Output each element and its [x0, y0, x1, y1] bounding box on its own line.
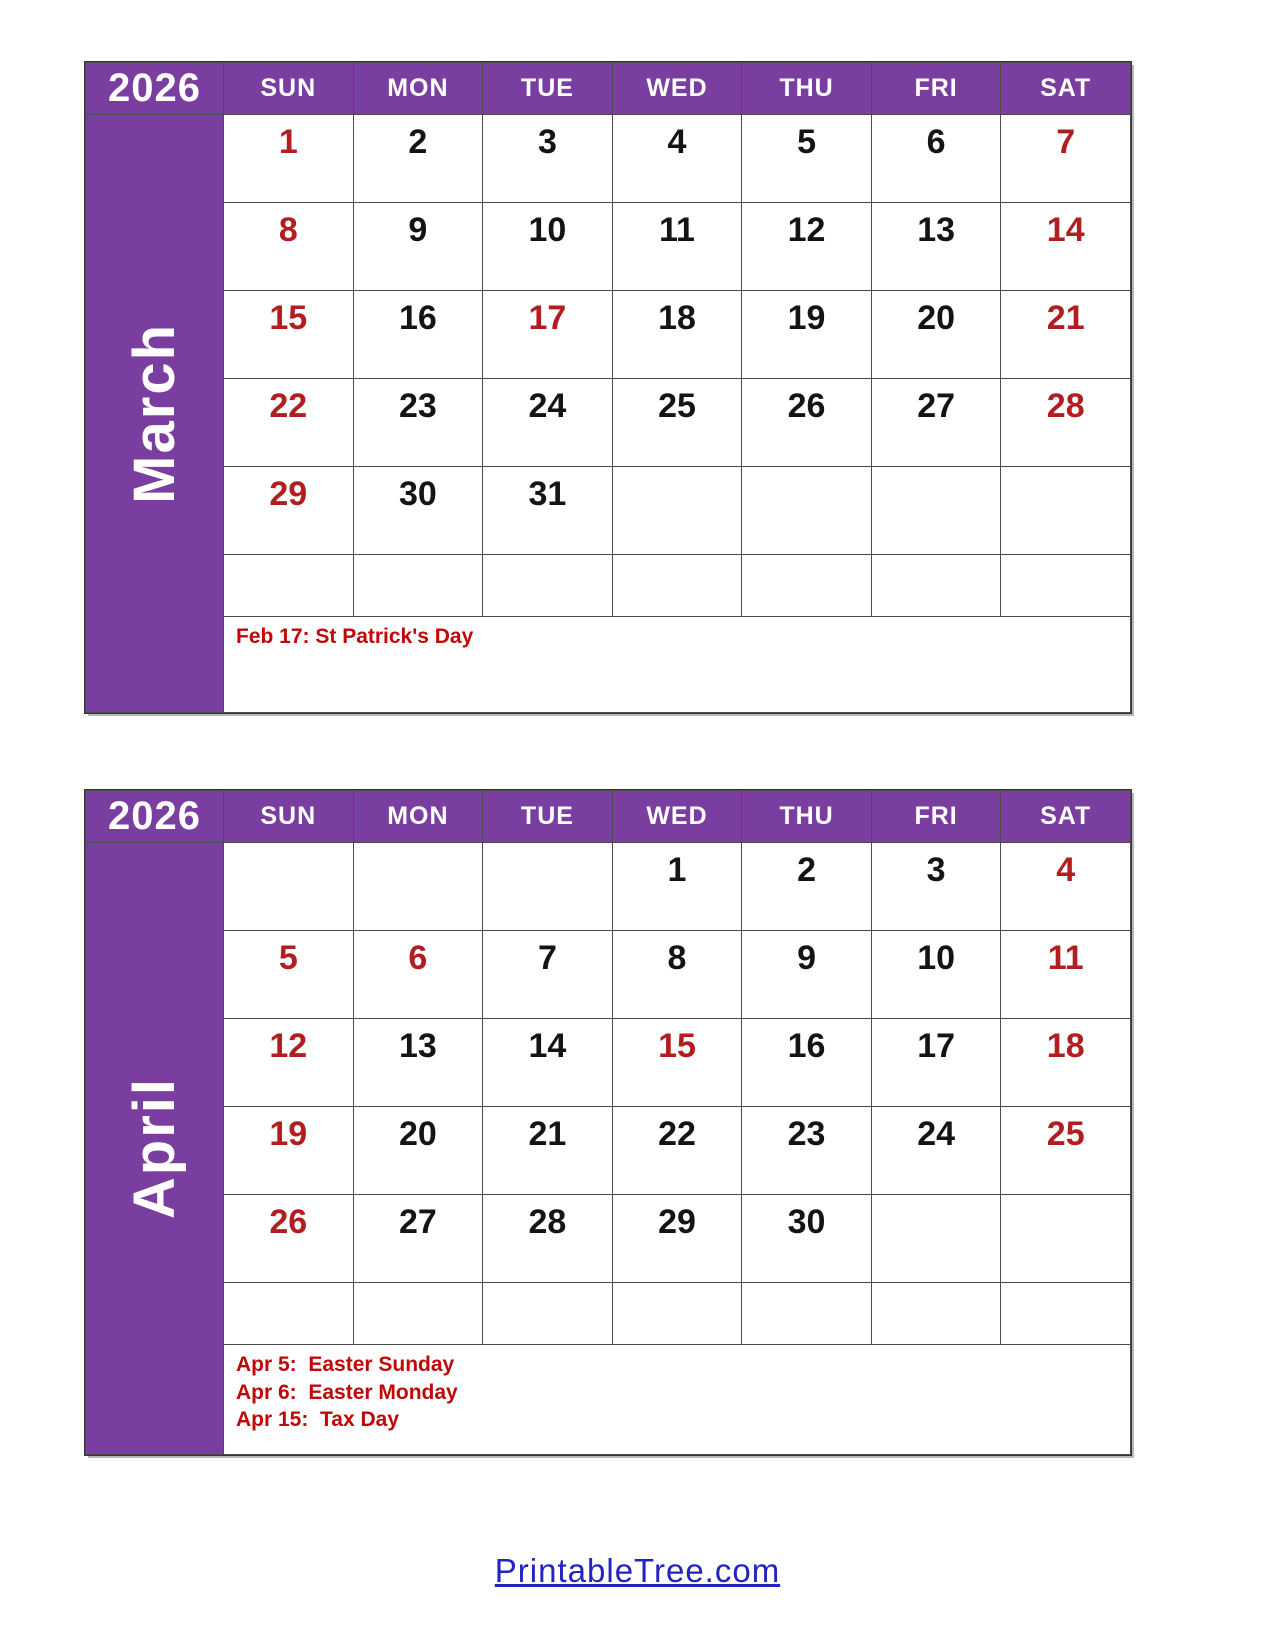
month-sidebar	[85, 842, 223, 1454]
weekday-header-wed: WED	[612, 790, 742, 842]
day-cell: 19	[741, 290, 871, 378]
day-cell: 19	[223, 1106, 353, 1194]
day-cell: 26	[223, 1194, 353, 1282]
month-label: March	[122, 323, 187, 504]
day-cell: 3	[482, 114, 612, 202]
day-cell-empty	[223, 842, 353, 930]
day-cell-empty	[741, 1282, 871, 1344]
day-cell-empty	[612, 554, 742, 616]
weekday-header-wed: WED	[612, 62, 742, 114]
day-cell: 8	[612, 930, 742, 1018]
day-cell: 15	[223, 290, 353, 378]
day-cell: 30	[353, 466, 483, 554]
day-cell: 17	[871, 1018, 1001, 1106]
day-cell: 3	[871, 842, 1001, 930]
day-cell-empty	[871, 1282, 1001, 1344]
day-cell: 10	[482, 202, 612, 290]
weekday-header-thu: THU	[741, 790, 871, 842]
holiday-notes	[223, 1344, 1130, 1454]
day-cell-empty	[1000, 466, 1130, 554]
day-cell: 21	[482, 1106, 612, 1194]
holiday-notes	[223, 616, 1130, 712]
day-cell-empty	[871, 554, 1001, 616]
weekday-header-tue: TUE	[482, 62, 612, 114]
weekday-header-fri: FRI	[871, 62, 1001, 114]
day-cell: 25	[612, 378, 742, 466]
day-cell: 31	[482, 466, 612, 554]
day-cell: 4	[612, 114, 742, 202]
printabletree-link[interactable]: PrintableTree.com	[494, 1552, 781, 1589]
day-cell-empty	[1000, 554, 1130, 616]
day-cell: 18	[612, 290, 742, 378]
day-cell: 23	[741, 1106, 871, 1194]
weekday-header-sun: SUN	[223, 790, 353, 842]
day-cell-empty	[223, 1282, 353, 1344]
day-cell-empty	[482, 1282, 612, 1344]
day-cell: 5	[741, 114, 871, 202]
day-cell: 30	[741, 1194, 871, 1282]
calendar-march	[85, 62, 1131, 713]
day-cell: 18	[1000, 1018, 1130, 1106]
day-cell-empty	[871, 1194, 1001, 1282]
weekday-header-tue: TUE	[482, 790, 612, 842]
weekday-header-fri: FRI	[871, 790, 1001, 842]
day-cell: 21	[1000, 290, 1130, 378]
day-cell: 14	[1000, 202, 1130, 290]
year-header: 2026	[85, 790, 223, 842]
holiday-note-line: Apr 5: Easter Sunday	[236, 1353, 455, 1376]
day-cell: 1	[223, 114, 353, 202]
weekday-header-sat: SAT	[1000, 790, 1130, 842]
day-cell: 11	[612, 202, 742, 290]
day-cell-empty	[741, 466, 871, 554]
day-cell-empty	[871, 466, 1001, 554]
day-cell-empty	[353, 1282, 483, 1344]
day-cell: 27	[353, 1194, 483, 1282]
holiday-note-line: Apr 15: Tax Day	[236, 1408, 400, 1432]
day-cell: 7	[482, 930, 612, 1018]
month-sidebar	[85, 114, 223, 712]
day-cell-empty	[482, 842, 612, 930]
day-cell: 28	[1000, 378, 1130, 466]
day-cell: 12	[223, 1018, 353, 1106]
day-cell: 16	[353, 290, 483, 378]
holiday-note-line: Apr 6: Easter Monday	[236, 1380, 458, 1404]
day-cell: 13	[871, 202, 1001, 290]
day-cell: 7	[1000, 114, 1130, 202]
day-cell: 10	[871, 930, 1001, 1018]
day-cell: 2	[353, 114, 483, 202]
day-cell-empty	[223, 554, 353, 616]
day-cell: 11	[1000, 930, 1130, 1018]
day-cell-empty	[612, 466, 742, 554]
day-cell: 6	[871, 114, 1001, 202]
day-cell: 5	[223, 930, 353, 1018]
day-cell: 25	[1000, 1106, 1130, 1194]
day-cell: 22	[223, 378, 353, 466]
day-cell: 17	[482, 290, 612, 378]
day-cell: 15	[612, 1018, 742, 1106]
day-cell: 8	[223, 202, 353, 290]
day-cell-empty	[353, 554, 483, 616]
day-cell: 16	[741, 1018, 871, 1106]
day-cell: 4	[1000, 842, 1130, 930]
weekday-header-mon: MON	[353, 790, 483, 842]
footer	[0, 1552, 1275, 1590]
day-cell: 24	[871, 1106, 1001, 1194]
day-cell-empty	[612, 1282, 742, 1344]
day-cell-empty	[741, 554, 871, 616]
day-cell: 1	[612, 842, 742, 930]
day-cell: 22	[612, 1106, 742, 1194]
day-cell: 28	[482, 1194, 612, 1282]
day-cell: 23	[353, 378, 483, 466]
day-cell: 9	[741, 930, 871, 1018]
weekday-header-thu: THU	[741, 62, 871, 114]
day-cell: 9	[353, 202, 483, 290]
day-cell: 29	[223, 466, 353, 554]
calendar-april	[85, 790, 1131, 1455]
day-cell: 24	[482, 378, 612, 466]
day-cell: 2	[741, 842, 871, 930]
day-cell-empty	[482, 554, 612, 616]
day-cell: 13	[353, 1018, 483, 1106]
month-label: April	[122, 1077, 187, 1220]
weekday-header-mon: MON	[353, 62, 483, 114]
day-cell: 20	[871, 290, 1001, 378]
day-cell-empty	[1000, 1282, 1130, 1344]
day-cell: 27	[871, 378, 1001, 466]
day-cell: 14	[482, 1018, 612, 1106]
weekday-header-sun: SUN	[223, 62, 353, 114]
day-cell: 12	[741, 202, 871, 290]
holiday-note-line: Feb 17: St Patrick's Day	[236, 625, 474, 648]
day-cell-empty	[1000, 1194, 1130, 1282]
year-header: 2026	[85, 62, 223, 114]
weekday-header-sat: SAT	[1000, 62, 1130, 114]
day-cell: 26	[741, 378, 871, 466]
day-cell: 20	[353, 1106, 483, 1194]
day-cell: 6	[353, 930, 483, 1018]
day-cell-empty	[353, 842, 483, 930]
day-cell: 29	[612, 1194, 742, 1282]
